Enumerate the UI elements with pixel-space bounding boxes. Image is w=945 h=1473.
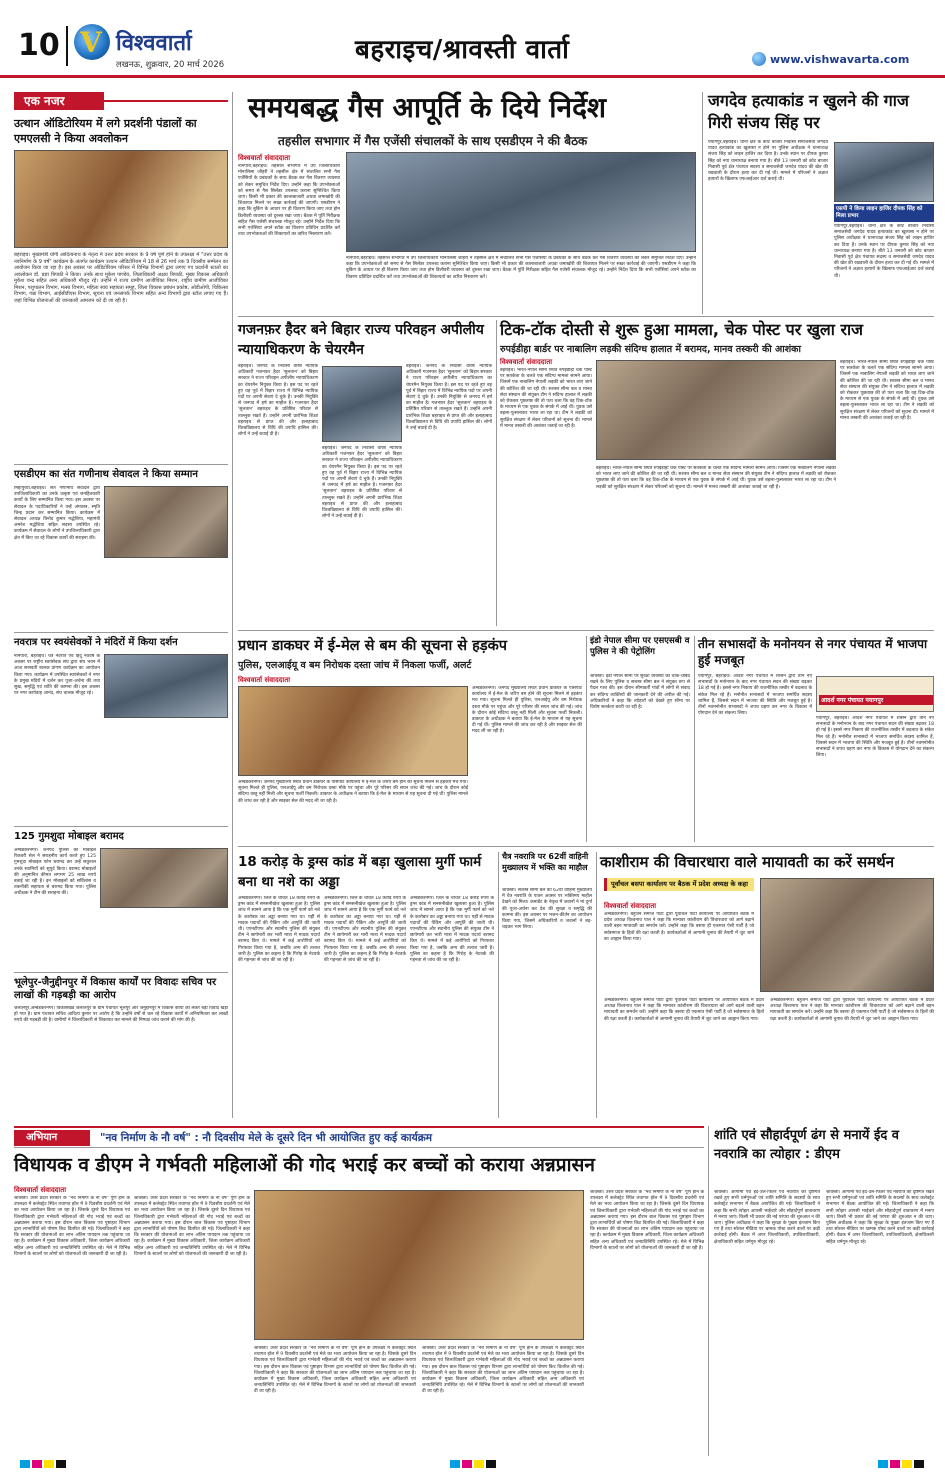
ssb-headline: इंडो नेपाल सीमा पर एसएसबी व पुलिस ने की पेट्रोलिंग [590, 636, 690, 657]
print-mark-black-3 [914, 1460, 924, 1468]
left-divider-4 [14, 972, 228, 973]
drugs-body-3: अम्बेडकरनगर। जिले के चर्चित 18 करोड़ रुपये के ड्रग्स कांड में सनसनीखेज खुलासा हुआ है। पुलिस जांच में सामने आया है कि एक मुर्गी फार्म को नशे के कारोबार का अड्डा बनाया गया था। यहीं से मादक पदार्थों की पैकिंग और आपूर्ति की जाती थी। एएनटीएफ और स्थानीय पुलिस की संयुक्त टीम ने छापेमारी कर भारी मात्रा में मादक पदार्थ बरामद किए थे। मामले में कई आरोपियों को गिरफ्तार किया गया है, जबकि अन्य की तलाश जारी है। पुलिस का कहना है कि गिरोह के नेटवर्क की गहनता से जांच की जा रही है। [410, 896, 494, 964]
col-divider-bottom [708, 1126, 709, 1456]
lead-photo [346, 152, 696, 252]
story4-headline: 125 गुमशुदा मोबाइल बरामद [14, 831, 124, 842]
story-haider [238, 320, 492, 626]
brand-name: विश्ववार्ता [116, 31, 192, 56]
section-title: बहराइच/श्रावस्ती वार्ता [355, 35, 570, 65]
print-mark-black [56, 1460, 66, 1468]
lead-body-col1: नानपारा,बहराइच। तहसील सभागार में उप जिलाधिकारी मोनालिसा जौहरी ने तहसील क्षेत्र में संचालित सभी गैस एजेंसियों के प्रबंधकों के साथ बैठक कर गैस वितरण व्यवस्था को लेकर समुचित निर्देश दिए। उन्होंने कहा कि उपभोक्ताओं को समय से गैस सिलेंडर उपलब्ध कराना सुनिश्चित किया जाए। किसी भी प्रकार की कालाबाजारी अथवा जमाखोरी की शिकायत मिलने पर सख्त कार्रवाई की जाएगी। एसडीएम ने कहा कि बुकिंग के आधार पर ही वितरण किया जाए तथा होम डिलीवरी व्यवस्था को दुरुस्त रखा जाए। बैठक में पूर्ति निरीक्षक सहित गैस एजेंसी संचालक मौजूद रहे। उन्होंने निर्देश दिया कि सभी एजेंसियां अपने स्टॉक का विवरण प्रतिदिन प्रदर्शित करें तथा उपभोक्ताओं की शिकायतों का त्वरित निस्तारण करें। [238, 164, 340, 238]
tiktok-body-3: बहराइच। भारत-नेपाल सीमा स्थित रुपईडीहा चेक पोस्ट पर सतर्कता के चलते एक संदिग्ध मामला सामने आया। जिसमें एक नाबालिग नेपाली लड़की को भारत लाए जाने की कोशिश की जा रही थी। सशस्त्र सीमा बल व मानव सेवा संस्थान की संयुक्त टीम ने संदिग्ध हालात में लड़की को रोककर पूछताछ की तो पता चला कि वह टिक-टॉक के माध्यम से एक युवक के संपर्क में आई थी। युवक उसे बहला-फुसलाकर भारत ला रहा था। टीम ने लड़की को सुरक्षित संरक्षण में लेकर परिजनों को सूचना दी। मामले में मानव तस्करी की आशंका जताई जा रही है। [840, 360, 934, 421]
drugs-body-2: अम्बेडकरनगर। जिले के चर्चित 18 करोड़ रुपये के ड्रग्स कांड में सनसनीखेज खुलासा हुआ है। पुलिस जांच में सामने आया है कि एक मुर्गी फार्म को नशे के कारोबार का अड्डा बनाया गया था। यहीं से मादक पदार्थों की पैकिंग और आपूर्ति की जाती थी। एएनटीएफ और स्थानीय पुलिस की संयुक्त टीम ने छापेमारी कर भारी मात्रा में मादक पदार्थ बरामद किए थे। मामले में कई आरोपियों को गिरफ्तार किया गया है, जबकि अन्य की तलाश जारी है। पुलिस का कहना है कि गिरोह के नेटवर्क की गहनता से जांच की जा रही है। [324, 896, 406, 964]
story3-photo [104, 654, 228, 718]
globe-icon [752, 52, 766, 66]
navratri-headline: चैत्र नवरात्रि पर 62वीं वाहिनी मुख्यालय में भक्ति का माहौल [502, 852, 589, 872]
postoffice-photo [238, 686, 468, 776]
print-mark-cyan-2 [450, 1460, 460, 1468]
panchayat-headline: तीन सभासदों के मनोनयन से नगर पंचायत में भाजपा हुई मजबूत [698, 637, 928, 667]
col-divider-mid-6 [596, 852, 597, 1118]
godbharai-headline: विधायक व डीएम ने गर्भवती महिलाओं की गोद भराई कर बच्चों को कराया अन्नप्रासन [14, 1154, 595, 1176]
kanshiram-byline: विश्ववार्ता संवाददाता [604, 902, 657, 910]
row-divider-2 [238, 630, 934, 631]
godbharai-body-3: श्रावस्ती। उत्तर प्रदेश सरकार के "नव निर्माण के नौ वर्ष" पूर्ण होने के उपलक्ष्य में कलेक्ट्रेट स्थित तथागत हॉल में 9 दिवसीय प्रदर्शनी एवं मेले का भव्य आयोजन किया जा रहा है। जिसके दूसरे दिन विधायक एवं जिलाधिकारी द्वारा गर्भवती महिलाओं की गोद भराई एवं बच्चों का अन्नप्रासन कराया गया। इस दौरान बाल विकास एवं पुष्टाहार विभाग द्वारा लाभार्थियों को पोषण किट वितरित की गई। जिलाधिकारी ने कहा कि सरकार की योजनाओं का लाभ अंतिम पायदान तक पहुंचाया जा रहा है। कार्यक्रम में मुख्य विकास अधिकारी, जिला कार्यक्रम अधिकारी सहित अन्य अधिकारी एवं जनप्रतिनिधि उपस्थित रहे। मेले में विभिन्न विभागों के स्टालों पर लोगों को योजनाओं की जानकारी दी जा रही है। [254, 1346, 416, 1395]
peace-body-2: श्रावस्ती। आगामी पर्व ईद-उल-फितर एवं नवरात्रि को दृष्टिगत रखते हुए सभी धर्मगुरुओं एवं शांति समिति के सदस्यों के साथ कलेक्ट्रेट सभागार में बैठक आयोजित की गई। जिलाधिकारी ने कहा कि सभी त्योहार आपसी भाईचारे और सौहार्दपूर्ण वातावरण में मनाए जाएं। किसी भी प्रकार की नई परंपरा की शुरुआत न की जाए। पुलिस अधीक्षक ने कहा कि सुरक्षा के पुख्ता इंतजाम किए गए हैं तथा सोशल मीडिया पर भ्रामक पोस्ट करने वालों पर कड़ी कार्रवाई होगी। बैठक में अपर जिलाधिकारी, उपजिलाधिकारी, क्षेत्राधिकारी सहित धर्मगुरु मौजूद रहे। [826, 1190, 934, 1245]
kanshiram-body-2: अम्बेडकरनगर। बहुजन समाज पार्टी द्वारा पूर्वांचल पार्टी कार्यालय पर आयोजित बैठक में प्रदेश अध्यक्ष विश्वनाथ पाल ने कहा कि मान्यवर कांशीराम की विचारधारा को आगे बढ़ाने वाली बहन मायावती का समर्थन करें। उन्होंने कहा कि बसपा ही एकमात्र ऐसी पार्टी है जो सर्वसमाज के हितों की रक्षा करती है। कार्यकर्ताओं से आगामी चुनाव की तैयारी में जुट जाने का आह्वान किया गया। [604, 998, 764, 1022]
story1-headline: उत्थान ऑडिटोरियम में लगे प्रदर्शनी पंडालों का एमएलसी ने किया अवलोकन [14, 117, 197, 145]
godbharai-body-4: श्रावस्ती। उत्तर प्रदेश सरकार के "नव निर्माण के नौ वर्ष" पूर्ण होने के उपलक्ष्य में कलेक्ट्रेट स्थित तथागत हॉल में 9 दिवसीय प्रदर्शनी एवं मेले का भव्य आयोजन किया जा रहा है। जिसके दूसरे दिन विधायक एवं जिलाधिकारी द्वारा गर्भवती महिलाओं की गोद भराई एवं बच्चों का अन्नप्रासन कराया गया। इस दौरान बाल विकास एवं पुष्टाहार विभाग द्वारा लाभार्थियों को पोषण किट वितरित की गई। जिलाधिकारी ने कहा कि सरकार की योजनाओं का लाभ अंतिम पायदान तक पहुंचाया जा रहा है। कार्यक्रम में मुख्य विकास अधिकारी, जिला कार्यक्रम अधिकारी सहित अन्य अधिकारी एवं जनप्रतिनिधि उपस्थित रहे। मेले में विभिन्न विभागों के स्टालों पर लोगों को योजनाओं की जानकारी दी जा रही है। [422, 1346, 584, 1395]
story-godbharai [14, 1152, 704, 1456]
print-mark-yellow-2 [474, 1460, 484, 1468]
right-top-story [708, 90, 934, 316]
panchayat-sign [816, 676, 934, 712]
peace-headline: शांति एवं सौहार्दपूर्ण ढंग से मनायें ईद व नवरात्रि का त्योहार : डीएम [714, 1128, 900, 1162]
lead-byline: विश्ववार्ता संवाददाता [238, 154, 291, 162]
left-divider-1 [14, 464, 228, 465]
tiktok-byline: विश्ववार्ता संवाददाता [500, 358, 553, 366]
story-ssb [590, 636, 690, 842]
right-top-caption: एसपी ने किया लाइन हाजिर दीपक सिंह को मिला प्रभार [834, 204, 934, 222]
print-mark-magenta [32, 1460, 42, 1468]
print-mark-yellow [44, 1460, 54, 1468]
story-panchayat [698, 636, 934, 842]
story-navratri [502, 852, 592, 1118]
print-mark-yellow-3 [902, 1460, 912, 1468]
tiktok-subhead: रुपईडीहा बार्डर पर नाबालिग लड़की संदिग्ध हालात में बरामद, मानव तस्करी की आशंका [500, 344, 801, 355]
haider-photo [322, 366, 402, 442]
drugs-body-1: अम्बेडकरनगर। जिले के चर्चित 18 करोड़ रुपये के ड्रग्स कांड में सनसनीखेज खुलासा हुआ है। पुलिस जांच में सामने आया है कि एक मुर्गी फार्म को नशे के कारोबार का अड्डा बनाया गया था। यहीं से मादक पदार्थों की पैकिंग और आपूर्ति की जाती थी। एएनटीएफ और स्थानीय पुलिस की संयुक्त टीम ने छापेमारी कर भारी मात्रा में मादक पदार्थ बरामद किए थे। मामले में कई आरोपियों को गिरफ्तार किया गया है, जबकि अन्य की तलाश जारी है। पुलिस का कहना है कि गिरोह के नेटवर्क की गहनता से जांच की जा रही है। [238, 896, 320, 964]
story-tiktok [500, 320, 934, 626]
kanshiram-body-1: अम्बेडकरनगर। बहुजन समाज पार्टी द्वारा पूर्वांचल पार्टी कार्यालय पर आयोजित बैठक में प्रदेश अध्यक्ष विश्वनाथ पाल ने कहा कि मान्यवर कांशीराम की विचारधारा को आगे बढ़ाने वाली बहन मायावती का समर्थन करें। उन्होंने कहा कि बसपा ही एकमात्र ऐसी पार्टी है जो सर्वसमाज के हितों की रक्षा करती है। कार्यकर्ताओं से आगामी चुनाव की तैयारी में जुट जाने का आह्वान किया गया। [604, 912, 754, 942]
page-number: 10 [18, 28, 60, 63]
ek-nazar-label: एक नजर [14, 92, 104, 110]
lead-body-col2: नानपारा,बहराइच। तहसील सभागार में उप जिलाधिकारी मोनालिसा जौहरी ने तहसील क्षेत्र में संचालित सभी गैस एजेंसियों के प्रबंधकों के साथ बैठक कर गैस वितरण व्यवस्था को लेकर समुचित निर्देश दिए। उन्होंने कहा कि उपभोक्ताओं को समय से गैस सिलेंडर उपलब्ध कराना सुनिश्चित किया जाए। किसी भी प्रकार की कालाबाजारी अथवा जमाखोरी की शिकायत मिलने पर सख्त कार्रवाई की जाएगी। एसडीएम ने कहा कि बुकिंग के आधार पर ही वितरण किया जाए तथा होम डिलीवरी व्यवस्था को दुरुस्त रखा जाए। बैठक में पूर्ति निरीक्षक सहित गैस एजेंसी संचालक मौजूद रहे। उन्होंने निर्देश दिया कि सभी एजेंसियां अपने स्टॉक का विवरण प्रतिदिन प्रदर्शित करें तथा उपभोक्ताओं की शिकायतों का त्वरित निस्तारण करें। [346, 256, 696, 280]
godbharai-body-2: श्रावस्ती। उत्तर प्रदेश सरकार के "नव निर्माण के नौ वर्ष" पूर्ण होने के उपलक्ष्य में कलेक्ट्रेट स्थित तथागत हॉल में 9 दिवसीय प्रदर्शनी एवं मेले का भव्य आयोजन किया जा रहा है। जिसके दूसरे दिन विधायक एवं जिलाधिकारी द्वारा गर्भवती महिलाओं की गोद भराई एवं बच्चों का अन्नप्रासन कराया गया। इस दौरान बाल विकास एवं पुष्टाहार विभाग द्वारा लाभार्थियों को पोषण किट वितरित की गई। जिलाधिकारी ने कहा कि सरकार की योजनाओं का लाभ अंतिम पायदान तक पहुंचाया जा रहा है। कार्यक्रम में मुख्य विकास अधिकारी, जिला कार्यक्रम अधिकारी सहित अन्य अधिकारी एवं जनप्रतिनिधि उपस्थित रहे। मेले में विभिन्न विभागों के स्टालों पर लोगों को योजनाओं की जानकारी दी जा रही है। [134, 1196, 250, 1257]
godbharai-body-5: श्रावस्ती। उत्तर प्रदेश सरकार के "नव निर्माण के नौ वर्ष" पूर्ण होने के उपलक्ष्य में कलेक्ट्रेट स्थित तथागत हॉल में 9 दिवसीय प्रदर्शनी एवं मेले का भव्य आयोजन किया जा रहा है। जिसके दूसरे दिन विधायक एवं जिलाधिकारी द्वारा गर्भवती महिलाओं की गोद भराई एवं बच्चों का अन्नप्रासन कराया गया। इस दौरान बाल विकास एवं पुष्टाहार विभाग द्वारा लाभार्थियों को पोषण किट वितरित की गई। जिलाधिकारी ने कहा कि सरकार की योजनाओं का लाभ अंतिम पायदान तक पहुंचाया जा रहा है। कार्यक्रम में मुख्य विकास अधिकारी, जिला कार्यक्रम अधिकारी सहित अन्य अधिकारी एवं जनप्रतिनिधि उपस्थित रहे। मेले में विभिन्न विभागों के स्टालों पर लोगों को योजनाओं की जानकारी दी जा रही है। [590, 1190, 704, 1251]
panchayat-body-2: पयागपुर, बहराइच। आदर्श नगर पंचायत में शासन द्वारा तीन नए सभासदों के मनोनयन के बाद नगर पंचायत सदन की संख्या बढ़कर 18 हो गई है। इससे नगर निकाय की राजनीतिक तस्वीर में बदलाव के संकेत मिल रहे हैं। मनोनीत सभासदों में भाजपा समर्थित सदस्य शामिल हैं, जिससे सदन में भाजपा की स्थिति और मजबूत हुई है। तीनों नवमनोनीत सभासदों ने शपथ ग्रहण कर नगर के विकास में योगदान देने का संकल्प लिया। [816, 716, 934, 759]
website-link[interactable]: www.vishwavarta.com [770, 53, 910, 66]
left-column [14, 92, 228, 1120]
right-top-body-2: पयागपुर,बहराइच। थाना क्षेत्र के कोट बाजार निवासी समाजसेवी जगदेव यादव हत्याकांड का खुलासा न होने पर पुलिस अधीक्षक ने थानाध्यक्ष संजय सिंह को लाइन हाजिर कर दिया है। उनके स्थान पर दीपक कुमार सिंह को नया थानाध्यक्ष बनाया गया है। बीते 13 जनवरी को कोट बाजार निवासी पूर्व क्षेत्र पंचायत सदस्य व समाजसेवी जगदेव यादव की खेत की रखवाली के दौरान हत्या कर दी गई थी। मामले में परिजनों ने अज्ञात हत्यारों के खिलाफ एफआईआर दर्ज कराई थी। [834, 224, 934, 279]
col-divider-mid-2 [496, 320, 497, 626]
story3-headline: नवरात्र पर स्वयंसेवकों ने मंदिरों में किया दर्शन [14, 637, 178, 648]
brand-logo-v: V [80, 26, 102, 59]
kanshiram-photo [760, 878, 934, 992]
dateline: लखनऊ, शुक्रवार, 20 मार्च 2026 [116, 60, 225, 70]
haider-body-1: बहराइच। जनपद के निवासी वरिष्ठ न्यायिक अधिकारी गजनफ़र हैदर 'सुलतान' को बिहार सरकार ने राज्य परिवहन अपीलीय न्यायाधिकरण का चेयरमैन नियुक्त किया है। इस पद पर रहते हुए वह पूर्व में बिहार राज्य में विभिन्न न्यायिक पदों पर अपनी सेवाएं दे चुके हैं। उनकी नियुक्ति से जनपद में हर्ष का माहौल है। गजनफ़र हैदर 'सुलतान' बहराइच के प्रतिष्ठित परिवार से ताल्लुक रखते हैं। उन्होंने अपनी प्रारंभिक शिक्षा बहराइच से प्राप्त की और इलाहाबाद विश्वविद्यालय से विधि की उपाधि हासिल की। लोगों ने उन्हें बधाई दी है। [238, 364, 318, 438]
haider-body-3: बहराइच। जनपद के निवासी वरिष्ठ न्यायिक अधिकारी गजनफ़र हैदर 'सुलतान' को बिहार सरकार ने राज्य परिवहन अपीलीय न्यायाधिकरण का चेयरमैन नियुक्त किया है। इस पद पर रहते हुए वह पूर्व में बिहार राज्य में विभिन्न न्यायिक पदों पर अपनी सेवाएं दे चुके हैं। उनकी नियुक्ति से जनपद में हर्ष का माहौल है। गजनफ़र हैदर 'सुलतान' बहराइच के प्रतिष्ठित परिवार से ताल्लुक रखते हैं। उन्होंने अपनी प्रारंभिक शिक्षा बहराइच से प्राप्त की और इलाहाबाद विश्वविद्यालय से विधि की उपाधि हासिल की। लोगों ने उन्हें बधाई दी है। [406, 364, 492, 432]
story-drugs [238, 852, 494, 1118]
right-top-headline: जगदेव हत्याकांड न खुलने की गाज गिरी संजय सिंह पर [708, 91, 909, 132]
left-divider-2 [14, 632, 228, 633]
godbharai-byline: विश्ववार्ता संवाददाता [14, 1186, 67, 1194]
story5-headline: भूलेपुर-जैनुद्दीनपुर में विकास कार्यों पर विवादः सचिव पर लाखों की गड़बड़ी का आरोप [14, 977, 217, 1001]
row-divider-3 [238, 846, 934, 847]
story1-photo [14, 150, 228, 248]
kanshiram-caption: पूर्वांचल बसपा कार्यालय पर बैठक में प्रदेश अध्यक्ष के कहा [604, 878, 754, 891]
story-kanshiram [600, 852, 934, 1118]
col-divider-mid-4 [694, 636, 695, 842]
right-top-body-1: पयागपुर,बहराइच। थाना क्षेत्र के कोट बाजार निवासी समाजसेवी जगदेव यादव हत्याकांड का खुलासा न होने पर पुलिस अधीक्षक ने थानाध्यक्ष संजय सिंह को लाइन हाजिर कर दिया है। उनके स्थान पर दीपक कुमार सिंह को नया थानाध्यक्ष बनाया गया है। बीते 13 जनवरी को कोट बाजार निवासी पूर्व क्षेत्र पंचायत सदस्य व समाजसेवी जगदेव यादव की खेत की रखवाली के दौरान हत्या कर दी गई थी। मामले में परिजनों ने अज्ञात हत्यारों के खिलाफ एफआईआर दर्ज कराई थी। [708, 140, 828, 183]
tiktok-photo [596, 360, 836, 460]
kanshiram-body-3: अम्बेडकरनगर। बहुजन समाज पार्टी द्वारा पूर्वांचल पार्टी कार्यालय पर आयोजित बैठक में प्रदेश अध्यक्ष विश्वनाथ पाल ने कहा कि मान्यवर कांशीराम की विचारधारा को आगे बढ़ाने वाली बहन मायावती का समर्थन करें। उन्होंने कहा कि बसपा ही एकमात्र ऐसी पार्टी है जो सर्वसमाज के हितों की रक्षा करती है। कार्यकर्ताओं से आगामी चुनाव की तैयारी में जुट जाने का आह्वान किया गया। [770, 998, 934, 1022]
col-divider-mid-3 [586, 636, 587, 842]
tiktok-body-1: बहराइच। भारत-नेपाल सीमा स्थित रुपईडीहा चेक पोस्ट पर सतर्कता के चलते एक संदिग्ध मामला सामने आया। जिसमें एक नाबालिग नेपाली लड़की को भारत लाए जाने की कोशिश की जा रही थी। सशस्त्र सीमा बल व मानव सेवा संस्थान की संयुक्त टीम ने संदिग्ध हालात में लड़की को रोककर पूछताछ की तो पता चला कि वह टिक-टॉक के माध्यम से एक युवक के संपर्क में आई थी। युवक उसे बहला-फुसलाकर भारत ला रहा था। टीम ने लड़की को सुरक्षित संरक्षण में लेकर परिजनों को सूचना दी। मामले में मानव तस्करी की आशंका जताई जा रही है। [500, 368, 592, 429]
postoffice-body-1: अम्बेडकरनगर। जनपद मुख्यालय स्थित प्रधान डाकघर के पासपोर्ट कार्यालय में ई-मेल के जरिए बम होने की सूचना मिलने से हड़कंप मच गया। सूचना मिलते ही पुलिस, एलआईयू और बम निरोधक दस्ता मौके पर पहुंचा और पूरे परिसर की सघन जांच की गई। जांच के दौरान कोई संदिग्ध वस्तु नहीं मिली और सूचना फर्जी निकली। डाकघर के अधीक्षक ने बताया कि ई-मेल के माध्यम से यह सूचना दी गई थी। पुलिस मामले की जांच कर रही है और साइबर सेल की मदद ली जा रही है। [238, 780, 468, 804]
navratri-body: श्रावस्ती। सशस्त्र सीमा बल की 62वीं वाहिनी मुख्यालय में चैत्र नवरात्रि के पावन अवसर पर भक्तिमय माहौल देखने को मिला। कमांडेंट के नेतृत्व में जवानों ने मां दुर्गा की पूजा-अर्चना कर देश की सुरक्षा व समृद्धि की कामना की। इस अवसर पर भजन-कीर्तन का आयोजन किया गया, जिसमें अधिकारियों व जवानों ने बढ़-चढ़कर भाग लिया। [502, 888, 592, 931]
campaign-strip [14, 1126, 704, 1148]
campaign-label: अभियान [14, 1130, 90, 1146]
lead-story [238, 90, 696, 312]
col-divider-mid-5 [498, 852, 499, 1118]
story4-body: अम्बेडकरनगर। जनपद पुलिस की मोबाइल रिकवरी सेल ने सराहनीय कार्य करते हुए 125 गुमशुदा मोबाइल फोन बरामद कर उन्हें सकुशल उनके स्वामियों को सुपुर्द किया। बरामद मोबाइलों की अनुमानित कीमत लगभग 25 लाख रुपये बताई जा रही है। इन मोबाइलों को सर्विलांस व तकनीकी सहायता से बरामद किया गया। पुलिस अधीक्षक ने टीम की सराहना की। [14, 848, 96, 897]
story1-body: बहराइच। मुख्यमंत्री योगी आदित्यनाथ के नेतृत्व में उत्तर प्रदेश सरकार के 9 वर्ष पूर्ण होने के उपलक्ष्य में "उत्तर प्रदेश के नवनिर्माण के 9 वर्ष" कार्यक्रम के अंतर्गत कार्यक्रम उत्थान ऑडिटोरियम में 18 से 26 मार्च तक 9 दिवसीय सम्मेलन का आयोजन किया जा रहा है। इस अवसर पर ऑडिटोरियम परिसर में विभिन्न विभागों द्वारा लगाए गए प्रदर्शनी स्टालों का अवलोकन डॉ. प्रज्ञा त्रिपाठी ने किया। उनके साथ मुकेश पाण्डेय, जिलाधिकारी अक्षय त्रिपाठी, मुख्य विकास अधिकारी मुकेश चन्द्र सहित अन्य अधिकारी मौजूद रहे। उन्होंने मे राज्य ग्रामीण आजीविका मिशन, राष्ट्रीय ग्रामीण आजीविका मिशन, पशुपालन विभाग, मत्स्य विभाग, महिला स्वयं सहायता समूह, जिला विकास प्रबंधन प्रकोष्ठ, ओडीओपी, चिकित्सा विभाग, गन्ना विभाग, आईसीडीएस विभाग, सूचना एवं जनसंपर्क विभाग सहित अन्य विभागों द्वारा स्टॉल लगाए गए हैं। जहां विभिन्न योजनाओं की जानकारी आमजन को दी जा रही है। [14, 252, 228, 304]
print-mark-black-2 [486, 1460, 496, 1468]
print-mark-magenta-3 [890, 1460, 900, 1468]
story5-body: जलालपुर,अम्बेडकरनगर। विकासखंड जलालपुर के ग्राम पंचायत भूलेपुर और जैनुद्दीनपुर में विकास कार्यों को लेकर बड़ा विवाद खड़ा हो गया है। ग्राम पंचायत सचिव आदित्य कुमार पर आरोप है कि उन्होंने वर्षों से चल रहे विकास कार्यों में अनियमितता कर लाखों रुपये की गड़बड़ी की है। ग्रामीणों ने जिलाधिकारी से शिकायत कर मामले की निष्पक्ष जांच कराने की मांग की है। [14, 1006, 228, 1024]
peace-body-1: श्रावस्ती। आगामी पर्व ईद-उल-फितर एवं नवरात्रि को दृष्टिगत रखते हुए सभी धर्मगुरुओं एवं शांति समिति के सदस्यों के साथ कलेक्ट्रेट सभागार में बैठक आयोजित की गई। जिलाधिकारी ने कहा कि सभी त्योहार आपसी भाईचारे और सौहार्दपूर्ण वातावरण में मनाए जाएं। किसी भी प्रकार की नई परंपरा की शुरुआत न की जाए। पुलिस अधीक्षक ने कहा कि सुरक्षा के पुख्ता इंतजाम किए गए हैं तथा सोशल मीडिया पर भ्रामक पोस्ट करने वालों पर कड़ी कार्रवाई होगी। बैठक में अपर जिलाधिकारी, उपजिलाधिकारी, क्षेत्राधिकारी सहित धर्मगुरु मौजूद रहे। [714, 1190, 820, 1245]
tiktok-headline: टिक-टॉक दोस्ती से शुरू हुआ मामला, चेक पोस्ट पर खुला राज [500, 320, 864, 339]
story4-photo [100, 848, 228, 908]
print-mark-cyan-3 [878, 1460, 888, 1468]
story2-photo [104, 486, 228, 558]
postoffice-byline: विश्ववार्ता संवाददाता [238, 676, 291, 684]
postoffice-subhead: पुलिस, एलआईयू व बम निरोधक दस्ता जांच में निकला फर्जी, अलर्ट [238, 660, 472, 671]
masthead [0, 0, 945, 78]
row-divider-1 [238, 316, 934, 317]
print-mark-cyan [20, 1460, 30, 1468]
postoffice-body-2: अम्बेडकरनगर। जनपद मुख्यालय स्थित प्रधान डाकघर के पासपोर्ट कार्यालय में ई-मेल के जरिए बम होने की सूचना मिलने से हड़कंप मच गया। सूचना मिलते ही पुलिस, एलआईयू और बम निरोधक दस्ता मौके पर पहुंचा और पूरे परिसर की सघन जांच की गई। जांच के दौरान कोई संदिग्ध वस्तु नहीं मिली और सूचना फर्जी निकली। डाकघर के अधीक्षक ने बताया कि ई-मेल के माध्यम से यह सूचना दी गई थी। पुलिस मामले की जांच कर रही है और साइबर सेल की मदद ली जा रही है। [472, 686, 582, 735]
panchayat-sign-text: आदर्श नगर पंचायत पयागपुर [819, 695, 933, 705]
ssb-body: श्रावस्ती। इंडो नेपाल सीमा पर सुरक्षा व्यवस्था को चाक-चौबंद रखने के लिए पुलिस व सशस्त्र सीमा बल ने संयुक्त रूप से पैदल गश्त की। इस दौरान सीमावर्ती गांवों में लोगों से संवाद कर संदिग्ध व्यक्तियों की जानकारी देने की अपील की गई। अधिकारियों ने कहा कि त्योहारों को देखते हुए सीमा पर विशेष सतर्कता बरती जा रही है। [590, 674, 690, 711]
lead-subhead: तहसील सभागार में गैस एजेंसी संचालकों के साथ एसडीएम ने की बैठक [278, 134, 588, 148]
col-divider-left [232, 92, 233, 1118]
story3-body: नानपारा, बहराइच। चैत्र नवरात्र एवं हिंदू नववर्ष के अवसर पर राष्ट्रीय स्वयंसेवक संघ द्वारा संघ भवन में आज सरस्वती बालक प्रांगण कार्यक्रम का आयोजन किया गया। कार्यक्रम में उपस्थित स्वयंसेवकों ने नगर के प्रमुख मंदिरों में दर्शन कर पूजा-अर्चना की तथा सुख, समृद्धि एवं शांति की कामना की। इस अवसर पर नगर कार्यवाह आनंद, संघ चालक मौजूद रहे। [14, 654, 100, 697]
masthead-divider [66, 26, 68, 66]
ek-nazar-bar-line [104, 100, 228, 102]
godbharai-photo [254, 1190, 584, 1340]
postoffice-headline: प्रधान डाकघर में ई-मेल से बम की सूचना से हड़कंप [238, 638, 507, 654]
kanshiram-headline: काशीराम की विचारधारा वाले मायावती का करें समर्थन [600, 853, 895, 871]
panchayat-body-1: पयागपुर, बहराइच। आदर्श नगर पंचायत में शासन द्वारा तीन नए सभासदों के मनोनयन के बाद नगर पंचायत सदन की संख्या बढ़कर 18 हो गई है। इससे नगर निकाय की राजनीतिक तस्वीर में बदलाव के संकेत मिल रहे हैं। मनोनीत सभासदों में भाजपा समर्थित सदस्य शामिल हैं, जिससे सदन में भाजपा की स्थिति और मजबूत हुई है। तीनों नवमनोनीत सभासदों ने शपथ ग्रहण कर नगर के विकास में योगदान देने का संकल्प लिया। [698, 674, 812, 717]
haider-headline: गजनफ़र हैदर बने बिहार राज्य परिवहन अपीलीय न्यायाधिकरण के चेयरमैन [238, 322, 484, 358]
story2-body: मिहीपुरवा,बहराइच। संत गणीनाथ सेवादल द्वारा उपजिलाधिकारी का उनके उत्कृष्ट एवं जनहितकारी कार्यों के लिए सम्मानित किया गया। इस अवसर पर सेवादल के पदाधिकारियों ने उन्हें अंगवस्त्र, स्मृति चिन्ह प्रदान कर सम्मानित किया। कार्यक्रम में सेवादल अध्यक्ष विनोद कुमार मद्धेशिया, महामंत्री अमरेश मद्धेशिया सहित सदस्य उपस्थित रहे। कार्यक्रम में सेवादल के लोगों ने उपजिलाधिकारी द्वारा क्षेत्र में किए जा रहे विकास कार्यों की सराहना की। [14, 486, 100, 541]
story2-headline: एसडीएम का संत गणीनाथ सेवादल ने किया सम्मान [14, 469, 198, 480]
story-postoffice [238, 636, 582, 842]
left-divider-3 [14, 826, 228, 827]
col-divider-right-top [702, 92, 703, 314]
right-top-photo [834, 142, 934, 202]
haider-body-2: बहराइच। जनपद के निवासी वरिष्ठ न्यायिक अधिकारी गजनफ़र हैदर 'सुलतान' को बिहार सरकार ने राज्य परिवहन अपीलीय न्यायाधिकरण का चेयरमैन नियुक्त किया है। इस पद पर रहते हुए वह पूर्व में बिहार राज्य में विभिन्न न्यायिक पदों पर अपनी सेवाएं दे चुके हैं। उनकी नियुक्ति से जनपद में हर्ष का माहौल है। गजनफ़र हैदर 'सुलतान' बहराइच के प्रतिष्ठित परिवार से ताल्लुक रखते हैं। उन्होंने अपनी प्रारंभिक शिक्षा बहराइच से प्राप्त की और इलाहाबाद विश्वविद्यालय से विधि की उपाधि हासिल की। लोगों ने उन्हें बधाई दी है। [322, 446, 402, 520]
godbharai-body-1: श्रावस्ती। उत्तर प्रदेश सरकार के "नव निर्माण के नौ वर्ष" पूर्ण होने के उपलक्ष्य में कलेक्ट्रेट स्थित तथागत हॉल में 9 दिवसीय प्रदर्शनी एवं मेले का भव्य आयोजन किया जा रहा है। जिसके दूसरे दिन विधायक एवं जिलाधिकारी द्वारा गर्भवती महिलाओं की गोद भराई एवं बच्चों का अन्नप्रासन कराया गया। इस दौरान बाल विकास एवं पुष्टाहार विभाग द्वारा लाभार्थियों को पोषण किट वितरित की गई। जिलाधिकारी ने कहा कि सरकार की योजनाओं का लाभ अंतिम पायदान तक पहुंचाया जा रहा है। कार्यक्रम में मुख्य विकास अधिकारी, जिला कार्यक्रम अधिकारी सहित अन्य अधिकारी एवं जनप्रतिनिधि उपस्थित रहे। मेले में विभिन्न विभागों के स्टालों पर लोगों को योजनाओं की जानकारी दी जा रही है। [14, 1196, 130, 1257]
story-peace [714, 1126, 934, 1456]
tiktok-body-2: बहराइच। भारत-नेपाल सीमा स्थित रुपईडीहा चेक पोस्ट पर सतर्कता के चलते एक संदिग्ध मामला सामने आया। जिसमें एक नाबालिग नेपाली लड़की को भारत लाए जाने की कोशिश की जा रही थी। सशस्त्र सीमा बल व मानव सेवा संस्थान की संयुक्त टीम ने संदिग्ध हालात में लड़की को रोककर पूछताछ की तो पता चला कि वह टिक-टॉक के माध्यम से एक युवक के संपर्क में आई थी। युवक उसे बहला-फुसलाकर भारत ला रहा था। टीम ने लड़की को सुरक्षित संरक्षण में लेकर परिजनों को सूचना दी। मामले में मानव तस्करी की आशंका जताई जा रही है। [596, 466, 836, 490]
print-mark-magenta-2 [462, 1460, 472, 1468]
drugs-headline: 18 करोड़ के ड्रग्स कांड में बड़ा खुलासा मुर्गी फार्म बना था नशे का अड्डा [238, 854, 482, 890]
campaign-text: "नव निर्माण के नौ वर्ष" : नौ दिवसीय मेले के दूसरे दिन भी आयोजित हुए कई कार्यक्रम [100, 1132, 433, 1144]
lead-headline: समयबद्ध गैस आपूर्ति के दिये निर्देश [248, 91, 607, 124]
